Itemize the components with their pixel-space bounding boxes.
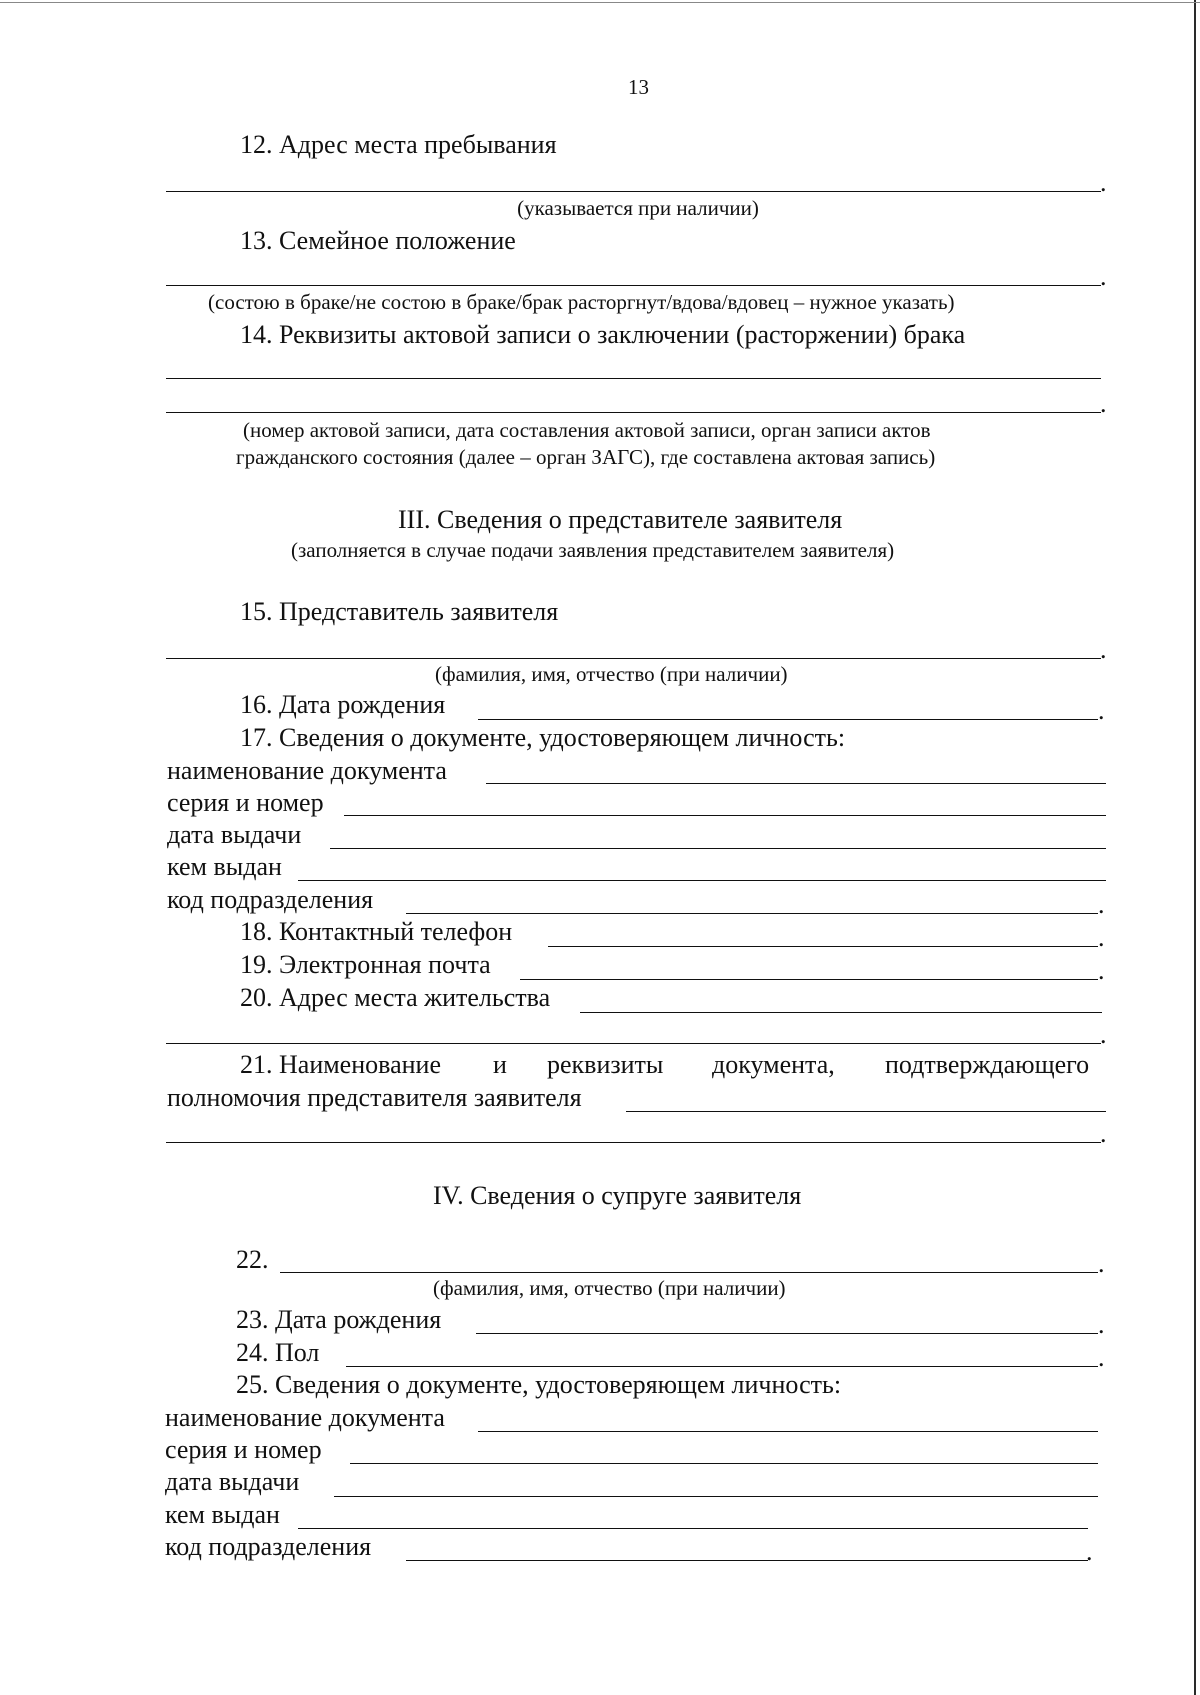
line-end-dot: . — [1098, 1310, 1105, 1339]
spouse-doc-name-line[interactable] — [478, 1431, 1098, 1432]
field-21-word-3: реквизиты — [547, 1050, 664, 1079]
line-end-dot: . — [1100, 168, 1107, 197]
spouse-doc-code-line[interactable] — [406, 1560, 1088, 1561]
field-21-line-2[interactable] — [166, 1142, 1101, 1143]
field-14-label: 14. Реквизиты актовой записи о заключении (расторжении) брака — [240, 320, 966, 349]
field-18-label: 18. Контактный телефон — [240, 917, 513, 946]
section-4-title: IV. Сведения о супруге заявителя — [433, 1181, 802, 1210]
line-end-dot: . — [1100, 262, 1107, 291]
doc-date-label: дата выдачи — [167, 820, 302, 849]
doc-code-line[interactable] — [406, 913, 1098, 914]
line-end-dot: . — [1098, 1249, 1105, 1278]
field-20-label: 20. Адрес места жительства — [240, 983, 551, 1012]
field-18-line[interactable] — [548, 946, 1098, 947]
field-21-word-2: и — [493, 1050, 507, 1079]
field-21-word-4: документа, — [712, 1050, 835, 1079]
doc-issuer-label: кем выдан — [167, 852, 282, 881]
field-20-line-1[interactable] — [580, 1012, 1102, 1013]
doc-date-line[interactable] — [330, 848, 1106, 849]
spouse-doc-series-label: серия и номер — [165, 1435, 322, 1464]
line-end-dot: . — [1100, 1119, 1107, 1148]
line-end-dot: . — [1100, 389, 1107, 418]
spouse-doc-series-line[interactable] — [350, 1463, 1098, 1464]
field-13-hint: (состою в браке/не состою в браке/брак расторгнут/вдова/вдовец – нужное указать) — [208, 290, 955, 314]
spouse-doc-name-label: наименование документа — [165, 1403, 445, 1432]
scan-edge — [1194, 0, 1196, 1695]
field-14-line-1[interactable] — [166, 378, 1101, 379]
field-15-hint: (фамилия, имя, отчество (при наличии) — [435, 662, 788, 686]
line-end-dot: . — [1098, 890, 1105, 919]
field-16-label: 16. Дата рождения — [240, 690, 446, 719]
line-end-dot: . — [1098, 696, 1105, 725]
section-3-note: (заполняется в случае подачи заявления представителем заявителя) — [291, 538, 895, 562]
field-13-line[interactable] — [166, 285, 1101, 286]
field-14-line-2[interactable] — [166, 412, 1101, 413]
field-15-line[interactable] — [166, 658, 1101, 659]
field-17-label: 17. Сведения о документе, удостоверяющем личность: — [240, 723, 846, 752]
field-12-hint: (указывается при наличии) — [517, 196, 759, 220]
field-23-label: 23. Дата рождения — [236, 1305, 442, 1334]
spouse-doc-issuer-line[interactable] — [298, 1528, 1088, 1529]
field-22-hint: (фамилия, имя, отчество (при наличии) — [433, 1276, 786, 1300]
field-24-line[interactable] — [346, 1366, 1098, 1367]
field-14-hint-2: гражданского состояния (далее – орган ЗАГС), где составлена актовая запись) — [236, 445, 936, 469]
field-13-label: 13. Семейное положение — [240, 226, 516, 255]
scan-edge-top — [0, 2, 1200, 3]
doc-series-line[interactable] — [344, 815, 1106, 816]
field-12-line[interactable] — [166, 191, 1101, 192]
field-21-word-5: подтверждающего — [885, 1050, 1090, 1079]
field-24-label: 24. Пол — [236, 1338, 320, 1367]
spouse-doc-code-label: код подразделения — [165, 1532, 372, 1561]
spouse-doc-date-line[interactable] — [334, 1496, 1098, 1497]
field-23-line[interactable] — [476, 1333, 1098, 1334]
page-number: 13 — [628, 75, 649, 99]
field-16-line[interactable] — [478, 719, 1098, 720]
field-19-line[interactable] — [520, 979, 1098, 980]
doc-name-label: наименование документа — [167, 756, 447, 785]
field-14-hint-1: (номер актовой записи, дата составления актовой записи, орган записи актов — [243, 418, 931, 442]
field-21-label-2: полномочия представителя заявителя — [167, 1083, 582, 1112]
line-end-dot: . — [1086, 1537, 1093, 1566]
field-21-word-1: 21. Наименование — [240, 1050, 441, 1079]
line-end-dot: . — [1100, 635, 1107, 664]
doc-name-line[interactable] — [486, 783, 1106, 784]
field-19-label: 19. Электронная почта — [240, 950, 491, 979]
line-end-dot: . — [1098, 956, 1105, 985]
doc-series-label: серия и номер — [167, 788, 324, 817]
field-15-label: 15. Представитель заявителя — [240, 597, 559, 626]
doc-code-label: код подразделения — [167, 885, 374, 914]
line-end-dot: . — [1100, 1020, 1107, 1049]
field-22-line[interactable] — [280, 1272, 1098, 1273]
doc-issuer-line[interactable] — [298, 880, 1106, 881]
section-3-title: III. Сведения о представителе заявителя — [398, 505, 843, 534]
field-12-label: 12. Адрес места пребывания — [240, 130, 557, 159]
spouse-doc-issuer-label: кем выдан — [165, 1500, 280, 1529]
field-20-line-2[interactable] — [166, 1043, 1101, 1044]
field-22-label: 22. — [236, 1245, 269, 1274]
spouse-doc-date-label: дата выдачи — [165, 1467, 300, 1496]
field-21-line-1[interactable] — [626, 1111, 1106, 1112]
field-25-label: 25. Сведения о документе, удостоверяющем личность: — [236, 1370, 842, 1399]
line-end-dot: . — [1098, 1343, 1105, 1372]
line-end-dot: . — [1098, 923, 1105, 952]
